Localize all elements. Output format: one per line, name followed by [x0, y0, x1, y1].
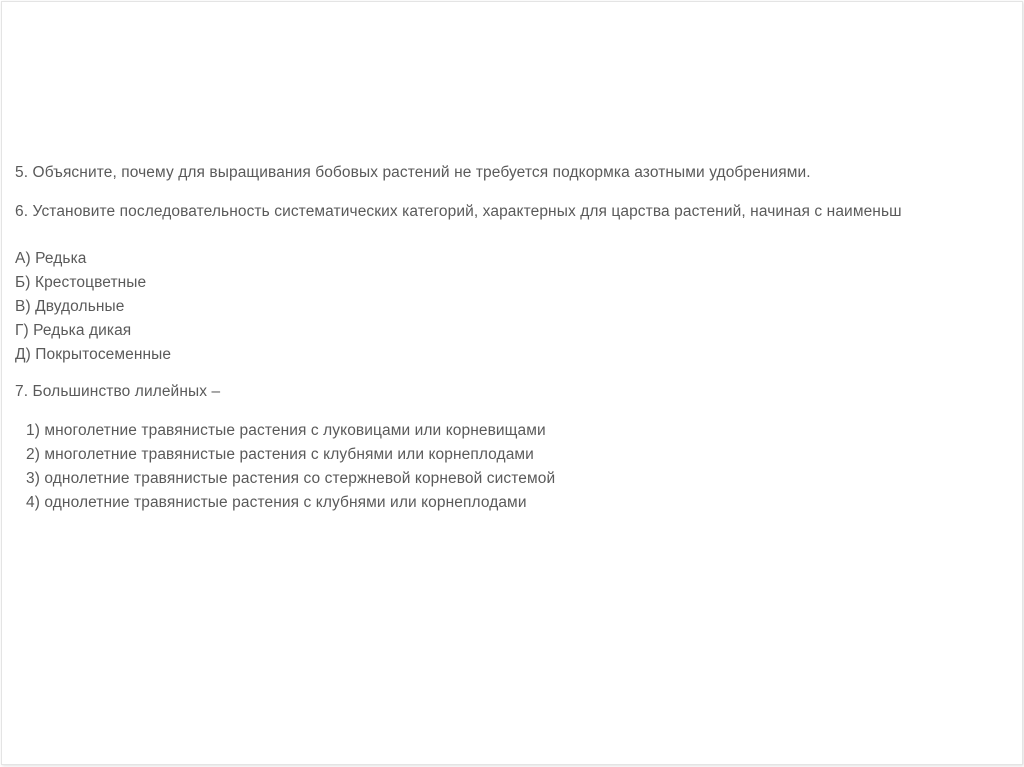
- q6-option-a: А) Редька: [15, 250, 87, 267]
- q6-option-d: Д) Покрытосеменные: [15, 346, 172, 363]
- q6-option-b: Б) Крестоцветные: [15, 274, 147, 291]
- q6-option-g: Г) Редька дикая: [15, 322, 132, 339]
- question-5: 5. Объясните, почему для выращивания бобовых растений не требуется подкормка азотными удобрениями.: [15, 164, 811, 181]
- q7-option-2: 2) многолетние травянистые растения с клубнями или корнеплодами: [26, 446, 534, 463]
- q7-option-3: 3) однолетние травянистые растения со стержневой корневой системой: [26, 470, 556, 487]
- q7-option-4: 4) однолетние травянистые растения с клубнями или корнеплодами: [26, 494, 527, 511]
- question-6: 6. Установите последовательность систематических категорий, характерных для царства растений, начиная с наименьш: [15, 203, 902, 220]
- q6-option-v: В) Двудольные: [15, 298, 125, 315]
- slide: [1, 1, 1023, 765]
- q7-option-1: 1) многолетние травянистые растения с луковицами или корневищами: [26, 422, 546, 439]
- question-7: 7. Большинство лилейных –: [15, 383, 221, 400]
